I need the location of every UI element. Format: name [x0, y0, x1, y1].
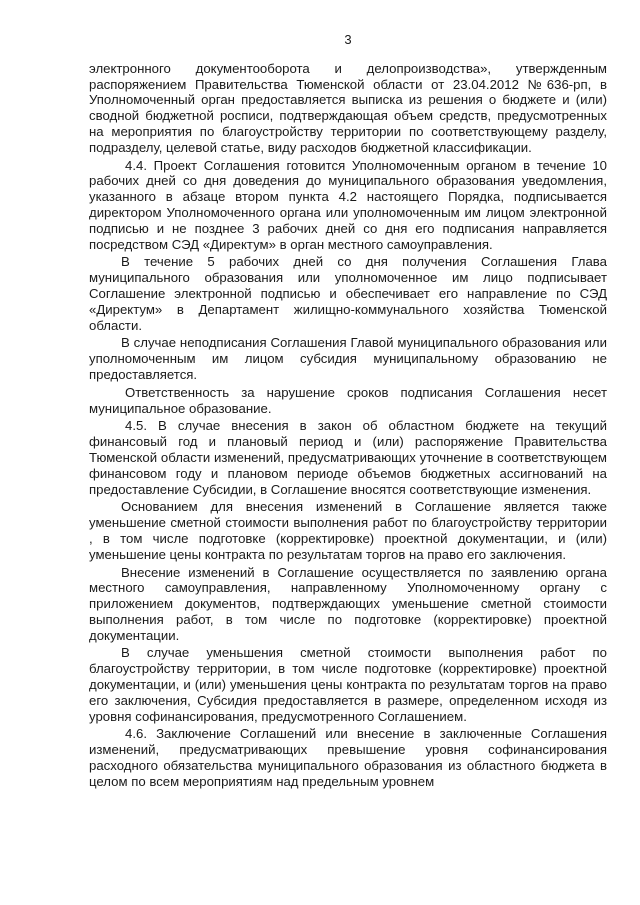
page-number: 3	[344, 32, 352, 47]
paragraph-responsibility: Ответственность за нарушение сроков подписания Соглашения несет муниципальное образование.	[89, 384, 607, 416]
paragraph-cost-reduction: В случае уменьшения сметной стоимости выполнения работ по благоустройству территории, в том числе подготовке (корректировке) проектной документации, и (или) уменьшения цены контракта по результатам торгов на право его заключения, Субсидия предоставляется в размере, определенном исходя из уровня софинансирования, предусмотренного Соглашением.	[89, 645, 607, 724]
paragraph-4-6: 4.6. Заключение Соглашений или внесение в заключенные Соглашения изменений, предусматривающих превышение уровня софинансирования расходного обязательства муниципального образования из областного бюджета в целом по всем мероприятиям над предельным уровнем	[89, 726, 607, 789]
paragraph-changes-procedure: Внесение изменений в Соглашение осуществляется по заявлению органа местного самоуправления, направленному Уполномоченному органу с приложением документов, подтверждающих уменьшение сметной стоимости выполнения работ, в том числе по подготовке (корректировке) проектной документации.	[89, 564, 607, 643]
paragraph-basis-changes: Основанием для внесения изменений в Соглашение является также уменьшение сметной стоимости выполнения работ по благоустройству территории , в том числе подготовке (корректировке) проектной документации, и (или) уменьшение цены контракта по результатам торгов на право его заключения.	[89, 499, 607, 562]
paragraph-4-4: 4.4. Проект Соглашения готовится Уполномоченным органом в течение 10 рабочих дней со дня доведения до муниципального образования уведомления, указанного в абзаце втором пункта 4.2 настоящего Порядка, подписывается директором Уполномоченного органа или уполномоченным им лицом электронной подписью и не позднее 3 рабочих дней со дня его подписания направляется посредством СЭД «Директум» в орган местного самоуправления.	[89, 157, 607, 252]
paragraph-4-5: 4.5. В случае внесения в закон об областном бюджете на текущий финансовый год и плановый период и (или) распоряжение Правительства Тюменской области изменений, предусматривающих уточнение в соответствующем финансовом году и плановом периоде объемов бюджетных ассигнований на предоставление Субсидии, в Соглашение вносятся соответствующие изменения.	[89, 418, 607, 497]
paragraph-non-signing: В случае неподписания Соглашения Главой муниципального образования или уполномоченным им лицом субсидия муниципальному образованию не предоставляется.	[89, 335, 607, 382]
paragraph-signing-term: В течение 5 рабочих дней со дня получения Соглашения Глава муниципального образования или уполномоченное им лицо подписывает Соглашение электронной подписью и обеспечивает его направление по СЭД «Директум» в Департамент жилищно-коммунального хозяйства Тюменской области.	[89, 254, 607, 333]
paragraph-extract-provision: электронного документооборота и делопроизводства», утвержденным распоряжением Правительства Тюменской области от 23.04.2012 №636-рп, в Уполномоченный орган предоставляется выписка из решения о бюджете и (или) сводной бюджетной росписи, подтверждающая объем средств, предусмотренных на мероприятия по благоустройству территории по соответствующему разделу, подразделу, целевой статье, виду расходов бюджетной классификации.	[89, 60, 607, 155]
